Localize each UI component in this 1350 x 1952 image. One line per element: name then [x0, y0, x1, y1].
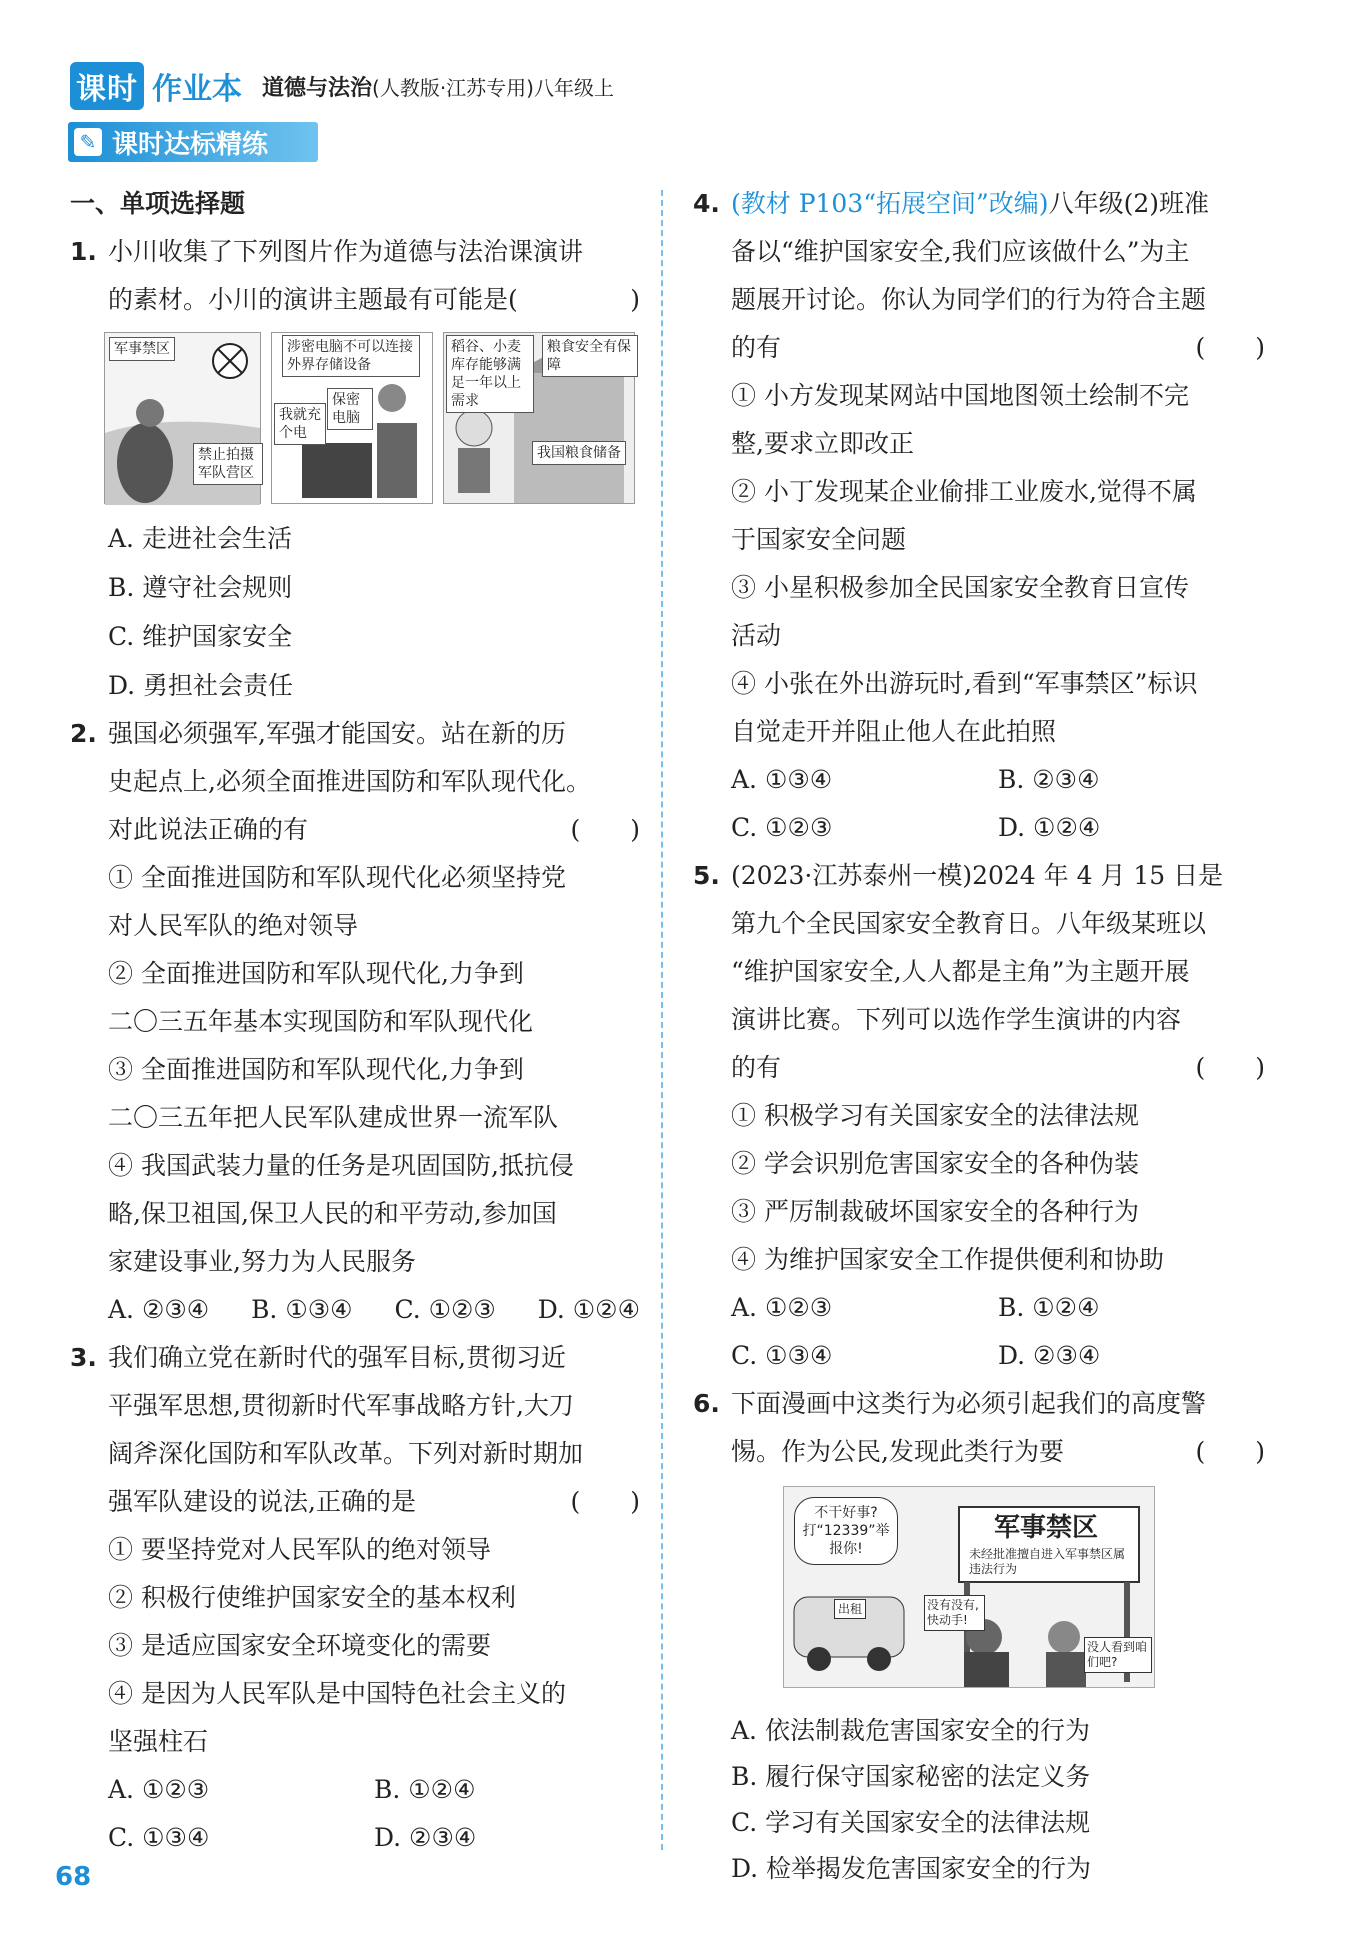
answer-bracket: )	[630, 285, 640, 314]
question-1	[70, 228, 640, 324]
question-number: 1.	[70, 237, 97, 266]
brand-logo	[70, 62, 242, 110]
question-2	[70, 710, 640, 1334]
statement-line: ③ 是适应国家安全环境变化的需要	[108, 1631, 491, 1660]
question-6	[693, 1380, 1265, 1476]
option[interactable]: B. ①②④	[998, 1293, 1100, 1322]
question-number: 6.	[693, 1389, 720, 1418]
section-banner	[68, 122, 318, 162]
statement-line: 整,要求立即改正	[731, 429, 914, 458]
answer-bracket: ( )	[1195, 333, 1265, 362]
sign-title: 军事禁区	[994, 1513, 1099, 1543]
figure-label: 军事禁区	[109, 337, 175, 361]
question-text-line: 史起点上,必须全面推进国防和军队现代化。	[108, 767, 591, 796]
option[interactable]: A. ①③④	[731, 765, 833, 794]
figure-secret-computer	[271, 332, 433, 504]
question-3	[70, 1334, 640, 1862]
subject-title	[262, 71, 614, 102]
question-text-line	[108, 1478, 640, 1526]
figure-military-zone	[104, 332, 261, 504]
question-text-fragment: 强军队建设的说法,正确的是	[108, 1487, 416, 1516]
figure-label: 我就充个电	[274, 403, 326, 445]
figure-label: 粮食安全有保障	[542, 335, 638, 377]
statement-line: ③ 严厉制裁破坏国家安全的各种行为	[731, 1197, 1139, 1226]
statement-line: ④ 小张在外出游玩时,看到“军事禁区”标识	[731, 669, 1198, 698]
option[interactable]: D. 检举揭发危害国家安全的行为	[731, 1854, 1092, 1883]
option[interactable]: C. ①②③	[731, 813, 833, 842]
part-title: 一、单项选择题	[70, 189, 246, 218]
option[interactable]: D. ②③④	[998, 1341, 1101, 1370]
option[interactable]: C. ①③④	[731, 1341, 833, 1370]
statement-line: 家建设事业,努力为人民服务	[108, 1247, 416, 1276]
statement-line: ② 全面推进国防和军队现代化,力争到	[108, 959, 524, 988]
statement-line: ② 积极行使维护国家安全的基本权利	[108, 1583, 516, 1612]
question-text-line: 小川收集了下列图片作为道德与法治课演讲	[108, 237, 584, 266]
option[interactable]: C. ①③④	[108, 1823, 210, 1852]
statement-line: ① 小方发现某网站中国地图领土绘制不完	[731, 381, 1189, 410]
figure-label: 保密电脑	[327, 388, 373, 430]
question-text-fragment: 惕。作为公民,发现此类行为要	[731, 1437, 1064, 1466]
figure-grain-reserve	[443, 332, 635, 504]
option[interactable]: A. 走进社会生活	[108, 524, 292, 553]
pen-icon: ✎	[74, 128, 102, 156]
question-number: 2.	[70, 719, 97, 748]
option[interactable]: A. 依法制裁危害国家安全的行为	[731, 1716, 1090, 1745]
section-title: 课时达标精练	[112, 129, 269, 160]
question-text-line: 演讲比赛。下列可以选作学生演讲的内容	[731, 1005, 1182, 1034]
question-text-line	[108, 806, 640, 854]
options-row	[108, 1286, 640, 1334]
option[interactable]: A. ①②③	[731, 1293, 833, 1322]
question-5	[693, 852, 1265, 1380]
options-grid	[731, 1284, 1265, 1380]
question-text-line: 备以“维护国家安全,我们应该做什么”为主	[731, 237, 1190, 266]
statement-line: 二〇三五年把人民军队建成世界一流军队	[108, 1103, 559, 1132]
option[interactable]: B. 遵守社会规则	[108, 573, 293, 602]
statement-line: 于国家安全问题	[731, 525, 907, 554]
question-text-line: 我们确立党在新时代的强军目标,贯彻习近	[108, 1343, 566, 1372]
subject-name: 道德与法治	[262, 75, 373, 101]
option[interactable]: B. ①②④	[374, 1775, 476, 1804]
taxi-sign: 出租	[834, 1599, 866, 1619]
answer-bracket: ( )	[570, 815, 640, 844]
question-text-fragment: 对此说法正确的有	[108, 815, 309, 844]
option[interactable]: A. ①②③	[108, 1775, 210, 1804]
figure-label: 稻谷、小麦库存能够满足一年以上需求	[446, 335, 534, 413]
page-number: 68	[55, 1862, 92, 1892]
statement-line: 自觉走开并阻止他人在此拍照	[731, 717, 1057, 746]
edition-label: (人教版·江苏专用)八年级上	[372, 75, 614, 100]
question-text-line	[731, 1428, 1265, 1476]
left-column	[70, 180, 640, 1862]
figure-label: 涉密电脑不可以连接外界存储设备	[282, 335, 420, 377]
statement-line: ① 要坚持党对人民军队的绝对领导	[108, 1535, 491, 1564]
question-number: 3.	[70, 1343, 97, 1372]
question-text-line	[108, 276, 640, 324]
statement-line: ② 学会识别危害国家安全的各种伪装	[731, 1149, 1139, 1178]
answer-bracket: ( )	[1195, 1437, 1265, 1466]
statement-line: 略,保卫祖国,保卫人民的和平劳动,参加国	[108, 1199, 557, 1228]
question-text-fragment: 的有	[731, 1053, 782, 1082]
speech-bubble: 没有没有,快动手!	[924, 1595, 985, 1631]
question-text-line	[731, 180, 1265, 228]
question-text-line: (2023·江苏泰州一模)2024 年 4 月 15 日是	[731, 861, 1224, 890]
question-text-fragment: 的有	[731, 333, 782, 362]
options-grid	[731, 756, 1265, 852]
question-text-line: 平强军思想,贯彻新时代军事战略方针,大刀	[108, 1391, 574, 1420]
statement-line: ④ 我国武装力量的任务是巩固国防,抵抗侵	[108, 1151, 574, 1180]
answer-bracket: ( )	[570, 1487, 640, 1516]
statement-line: 二〇三五年基本实现国防和军队现代化	[108, 1007, 534, 1036]
logo-text: 作业本	[152, 72, 242, 107]
question-text-fragment: 的素材。小川的演讲主题最有可能是(	[108, 285, 518, 314]
figure-label: 我国粮食储备	[532, 441, 626, 465]
logo-mark: 课时	[70, 62, 144, 110]
option[interactable]: D. ①②④	[998, 813, 1101, 842]
question-text-line: 第九个全民国家安全教育日。八年级某班以	[731, 909, 1207, 938]
question-text-line: 阔斧深化国防和军队改革。下列对新时期加	[108, 1439, 584, 1468]
option[interactable]: C. 学习有关国家安全的法律法规	[731, 1808, 1091, 1837]
statement-line: ③ 全面推进国防和军队现代化,力争到	[108, 1055, 524, 1084]
statement-line: ④ 是因为人民军队是中国特色社会主义的	[108, 1679, 566, 1708]
option[interactable]: C. ①②③	[394, 1295, 496, 1324]
question-6-comic	[783, 1486, 1155, 1688]
question-1-options	[70, 514, 640, 710]
question-6-options	[693, 1708, 1265, 1892]
question-source: (教材 P103“拓展空间”改编)	[731, 189, 1049, 218]
options-grid	[108, 1766, 640, 1862]
statement-line: 对人民军队的绝对领导	[108, 911, 359, 940]
answer-bracket: ( )	[1195, 1053, 1265, 1082]
question-1-figures	[104, 332, 640, 504]
question-number: 5.	[693, 861, 720, 890]
option[interactable]: B. ②③④	[998, 765, 1100, 794]
statement-line: 活动	[731, 621, 782, 650]
speech-bubble: 没人看到咱们吧?	[1084, 1637, 1152, 1673]
question-text-line: 题展开讨论。你认为同学们的行为符合主题	[731, 285, 1207, 314]
statement-line: ④ 为维护国家安全工作提供便利和协助	[731, 1245, 1164, 1274]
option[interactable]: D. ①②④	[537, 1295, 640, 1324]
page-header	[70, 62, 614, 110]
option[interactable]: C. 维护国家安全	[108, 622, 293, 651]
question-text-line: 强国必须强军,军强才能国安。站在新的历	[108, 719, 566, 748]
figure-label: 禁止拍摄军队营区	[193, 443, 263, 485]
question-number: 4.	[693, 189, 720, 218]
sign-text: 未经批准擅自进入军事禁区属违法行为	[969, 1547, 1126, 1576]
question-text-line: 下面漫画中这类行为必须引起我们的高度警	[731, 1389, 1207, 1418]
question-text-fragment: 八年级(2)班准	[1048, 189, 1209, 218]
option[interactable]: A. ②③④	[108, 1295, 210, 1324]
statement-line: 坚强柱石	[108, 1727, 209, 1756]
option[interactable]: D. 勇担社会责任	[108, 671, 294, 700]
right-column	[693, 180, 1265, 1892]
question-text-line	[731, 324, 1265, 372]
option[interactable]: B. 履行保守国家秘密的法定义务	[731, 1762, 1091, 1791]
question-4	[693, 180, 1265, 852]
statement-line: ② 小丁发现某企业偷排工业废水,觉得不属	[731, 477, 1197, 506]
statement-line: ③ 小星积极参加全民国家安全教育日宣传	[731, 573, 1189, 602]
statement-line: ① 全面推进国防和军队现代化必须坚持党	[108, 863, 566, 892]
option[interactable]: B. ①③④	[251, 1295, 353, 1324]
speech-bubble: 不干好事?打“12339”举报你!	[794, 1497, 898, 1565]
column-divider	[661, 190, 663, 1850]
statement-line: ① 积极学习有关国家安全的法律法规	[731, 1101, 1139, 1130]
question-text-line	[731, 1044, 1265, 1092]
option[interactable]: D. ②③④	[374, 1823, 477, 1852]
question-text-line: “维护国家安全,人人都是主角”为主题开展	[731, 957, 1190, 986]
